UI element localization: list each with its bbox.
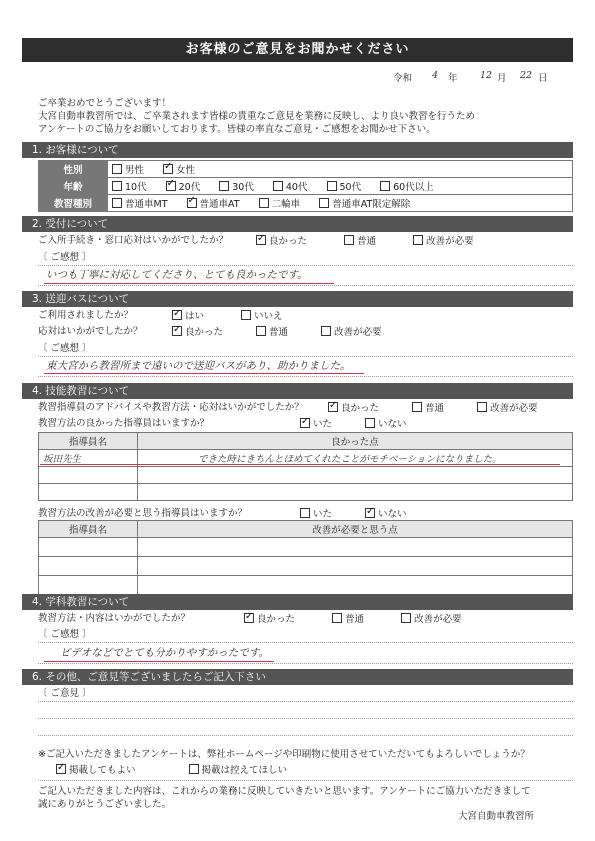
age-20s-checkbox[interactable] [166, 181, 176, 191]
col-header-instructor: 指導員名 [39, 433, 138, 450]
instructor-name-cell[interactable] [39, 576, 138, 595]
good-instructor-table [38, 432, 573, 501]
section-3-header: 3. 送迎バスについて [22, 291, 573, 307]
col-header-instructor: 指導員名 [39, 521, 138, 538]
lecture-good-checkbox[interactable] [244, 613, 254, 623]
divider [38, 780, 573, 781]
good-instructor-question: 教習方法の良かった指導員はいますか？ [38, 418, 210, 429]
divider [38, 663, 573, 664]
reception-options [256, 234, 490, 249]
good-point-cell[interactable] [138, 484, 573, 501]
age-40s-checkbox[interactable] [273, 181, 283, 191]
bus-impression-text[interactable]: 東大宮から教習所まで遠いので送迎バスがあり、助かりました。 [46, 360, 351, 372]
option-label: いない [378, 419, 407, 430]
instructor-name-cell[interactable] [39, 484, 138, 501]
skill-advice-options [328, 401, 554, 416]
bad-instructor-table [38, 520, 573, 595]
option-label: 10代 [125, 182, 147, 193]
table-header-row [39, 521, 573, 538]
thanks-line-2: 誠にありがとうございました。 [38, 799, 172, 810]
divider [38, 356, 573, 357]
table-header-row [39, 433, 573, 450]
bus-service-question: 応対はいかがでしたか？ [38, 326, 143, 337]
form-title: お客様のご意見をお聞かせください [22, 38, 573, 62]
course-at-checkbox[interactable] [187, 198, 197, 208]
gender-male-checkbox[interactable] [112, 164, 122, 174]
good-instructor-options [300, 417, 423, 432]
date-day-unit: 日 [538, 73, 548, 84]
date-era: 令和 [393, 73, 413, 84]
skill-good-checkbox[interactable] [328, 402, 338, 412]
reception-impression-label: 〔 ご感想 〕 [38, 252, 92, 263]
divider [38, 701, 573, 702]
option-label: 良かった [341, 403, 380, 414]
lecture-normal-checkbox[interactable] [332, 613, 342, 623]
instructor-name-cell[interactable]: 坂田先生 [39, 450, 138, 467]
option-label: いた [313, 509, 333, 520]
divider [38, 265, 573, 266]
option-label: 普通車AT限定解除 [332, 199, 411, 210]
table-row [39, 484, 573, 501]
reception-normal-checkbox[interactable] [344, 235, 354, 245]
bus-impression-label: 〔 ご感想 〕 [38, 343, 92, 354]
option-label: はい [185, 311, 205, 322]
option-label: 男性 [125, 165, 145, 176]
instructor-name-cell[interactable] [39, 467, 138, 484]
age-10s-checkbox[interactable] [112, 181, 122, 191]
improve-point-cell[interactable] [138, 557, 573, 576]
gender-label: 性別 [39, 161, 108, 178]
customer-info-table [38, 160, 573, 212]
option-label: 普通 [357, 236, 377, 247]
option-label: いいえ [254, 311, 283, 322]
bus-use-options [172, 309, 299, 324]
table-row [39, 576, 573, 595]
bus-use-no-checkbox[interactable] [241, 310, 251, 320]
bus-good-checkbox[interactable] [172, 326, 182, 336]
option-label: 改善が必要 [414, 614, 462, 625]
underline [44, 661, 274, 662]
divider [38, 642, 573, 643]
publish-no-checkbox[interactable] [189, 764, 199, 774]
section-5-header: 4. 学科教習について [22, 594, 573, 610]
underline [40, 464, 560, 465]
bus-use-yes-checkbox[interactable] [172, 310, 182, 320]
organization-name: 大宮自動車教習所 [458, 811, 535, 822]
option-label: 掲載は控えてほしい [201, 765, 288, 776]
age-60s-checkbox[interactable] [380, 181, 390, 191]
option-label: 普通 [345, 614, 365, 625]
age-30s-checkbox[interactable] [219, 181, 229, 191]
date-year: 4 [432, 70, 439, 81]
bus-use-question: ご利用されましたか？ [38, 310, 134, 321]
reception-question: ご入所手続き・窓口応対はいかがでしたか？ [38, 235, 229, 246]
option-label: 20代 [178, 182, 201, 193]
divider [38, 735, 573, 736]
gender-female-checkbox[interactable] [163, 164, 173, 174]
good-instructor-no-checkbox[interactable] [365, 418, 375, 428]
intro-line-2: 大宮自動車教習所では、ご卒業されます皆様の貴重なご意見を業務に反映し、より良い教習を行うため [38, 111, 476, 122]
option-label: いた [313, 419, 333, 430]
section-6-header: 6. その他、ご意見等ございましたらご記入下さい [22, 669, 573, 685]
divider [38, 285, 573, 286]
section-1-header: 1. お客様について [22, 142, 573, 158]
improve-point-cell[interactable] [138, 538, 573, 557]
bus-improve-checkbox[interactable] [321, 326, 331, 336]
option-label: 60代以上 [393, 182, 434, 193]
table-row [39, 467, 573, 484]
skill-normal-checkbox[interactable] [412, 402, 422, 412]
option-label: 普通車MT [125, 199, 168, 210]
section-4-header: 4. 技能教習について [22, 383, 573, 399]
option-label: 普通 [425, 403, 445, 414]
option-label: 普通 [269, 327, 289, 338]
reception-good-checkbox[interactable] [256, 235, 266, 245]
skill-improve-checkbox[interactable] [477, 402, 487, 412]
course-at-limit-checkbox[interactable] [319, 198, 329, 208]
publication-options [56, 763, 303, 777]
divider [38, 376, 573, 377]
option-label: いない [378, 509, 407, 520]
instructor-name-cell[interactable] [39, 538, 138, 557]
publication-question: ※ご記入いただきましたアンケートは、弊社ホームページや印刷物に使用させていただいてもよろしいでしょうか？ [38, 749, 530, 760]
publish-ok-checkbox[interactable] [56, 764, 66, 774]
underline [44, 373, 364, 374]
option-label: 普通車AT [199, 199, 240, 210]
col-header-improve-points: 改善が必要と思う点 [138, 521, 573, 538]
underline [44, 283, 334, 284]
bus-service-options [172, 325, 398, 340]
option-label: 50代 [339, 182, 362, 193]
option-label: 30代 [232, 182, 254, 193]
option-label: 良かった [269, 236, 308, 247]
instructor-name-cell[interactable] [39, 557, 138, 576]
lecture-question: 教習方法・内容はいかがでしたか？ [38, 613, 191, 624]
bus-normal-checkbox[interactable] [256, 326, 266, 336]
option-label: 掲載してもよい [69, 765, 136, 776]
age-label: 年齢 [39, 178, 108, 195]
good-point-cell[interactable]: できた時にきちんとほめてくれたことがモチベーションになりました。 [138, 450, 573, 467]
option-label: 良かった [257, 614, 296, 625]
option-label: 40代 [285, 182, 308, 193]
course-type-label: 教習種別 [39, 195, 108, 212]
bad-instructor-no-checkbox[interactable] [365, 508, 375, 518]
lecture-impression-label: 〔 ご感想 〕 [38, 629, 92, 640]
lecture-improve-checkbox[interactable] [401, 613, 411, 623]
good-instructor-yes-checkbox[interactable] [300, 418, 310, 428]
section-2-header: 2. 受付について [22, 216, 573, 232]
lecture-impression-text[interactable]: ビデオなどでとても分かりやすかったです。 [60, 647, 269, 659]
option-label: 二輪車 [271, 199, 301, 210]
option-label: 改善が必要 [426, 236, 474, 247]
lecture-options [244, 612, 478, 627]
intro-line-1: ご卒業おめでとうございます！ [38, 98, 172, 109]
divider [38, 718, 573, 719]
date-month: 12 [480, 70, 493, 81]
age-options [108, 178, 573, 195]
reception-impression-text[interactable]: いつも丁寧に対応してくださり、とても良かったです。 [46, 269, 308, 281]
table-row [39, 538, 573, 557]
opinion-label: 〔 ご意見 〕 [38, 688, 92, 699]
option-label: 改善が必要 [490, 403, 538, 414]
thanks-line-1: ご記入いただきました内容は、これからの業務に反映していきたいと思います。アンケートにご協力いただきまして [38, 786, 531, 797]
col-header-good-points: 良かった点 [138, 433, 573, 450]
intro-line-3: アンケートのご協力をお願いしております。皆様の率直なご意見・ご感想をお聞かせ下さい。 [38, 124, 436, 135]
good-point-cell[interactable] [138, 467, 573, 484]
course-type-options [108, 195, 573, 212]
age-50s-checkbox[interactable] [327, 181, 337, 191]
table-row [39, 557, 573, 576]
bad-instructor-yes-checkbox[interactable] [300, 508, 310, 518]
gender-options [108, 161, 573, 178]
course-mt-checkbox[interactable] [112, 198, 122, 208]
bad-instructor-question: 教習方法の改善が必要と思う指導員はいますか？ [38, 508, 248, 519]
date-day: 22 [520, 70, 533, 81]
skill-advice-question: 教習指導員のアドバイスや教習方法・応対はいかがでしたか？ [38, 402, 304, 413]
course-motorcycle-checkbox[interactable] [259, 198, 269, 208]
option-label: 良かった [185, 327, 224, 338]
reception-improve-checkbox[interactable] [413, 235, 423, 245]
option-label: 改善が必要 [334, 327, 382, 338]
date-month-unit: 月 [497, 73, 507, 84]
option-label: 女性 [176, 165, 196, 176]
improve-point-cell[interactable] [138, 576, 573, 595]
date-year-unit: 年 [448, 73, 458, 84]
